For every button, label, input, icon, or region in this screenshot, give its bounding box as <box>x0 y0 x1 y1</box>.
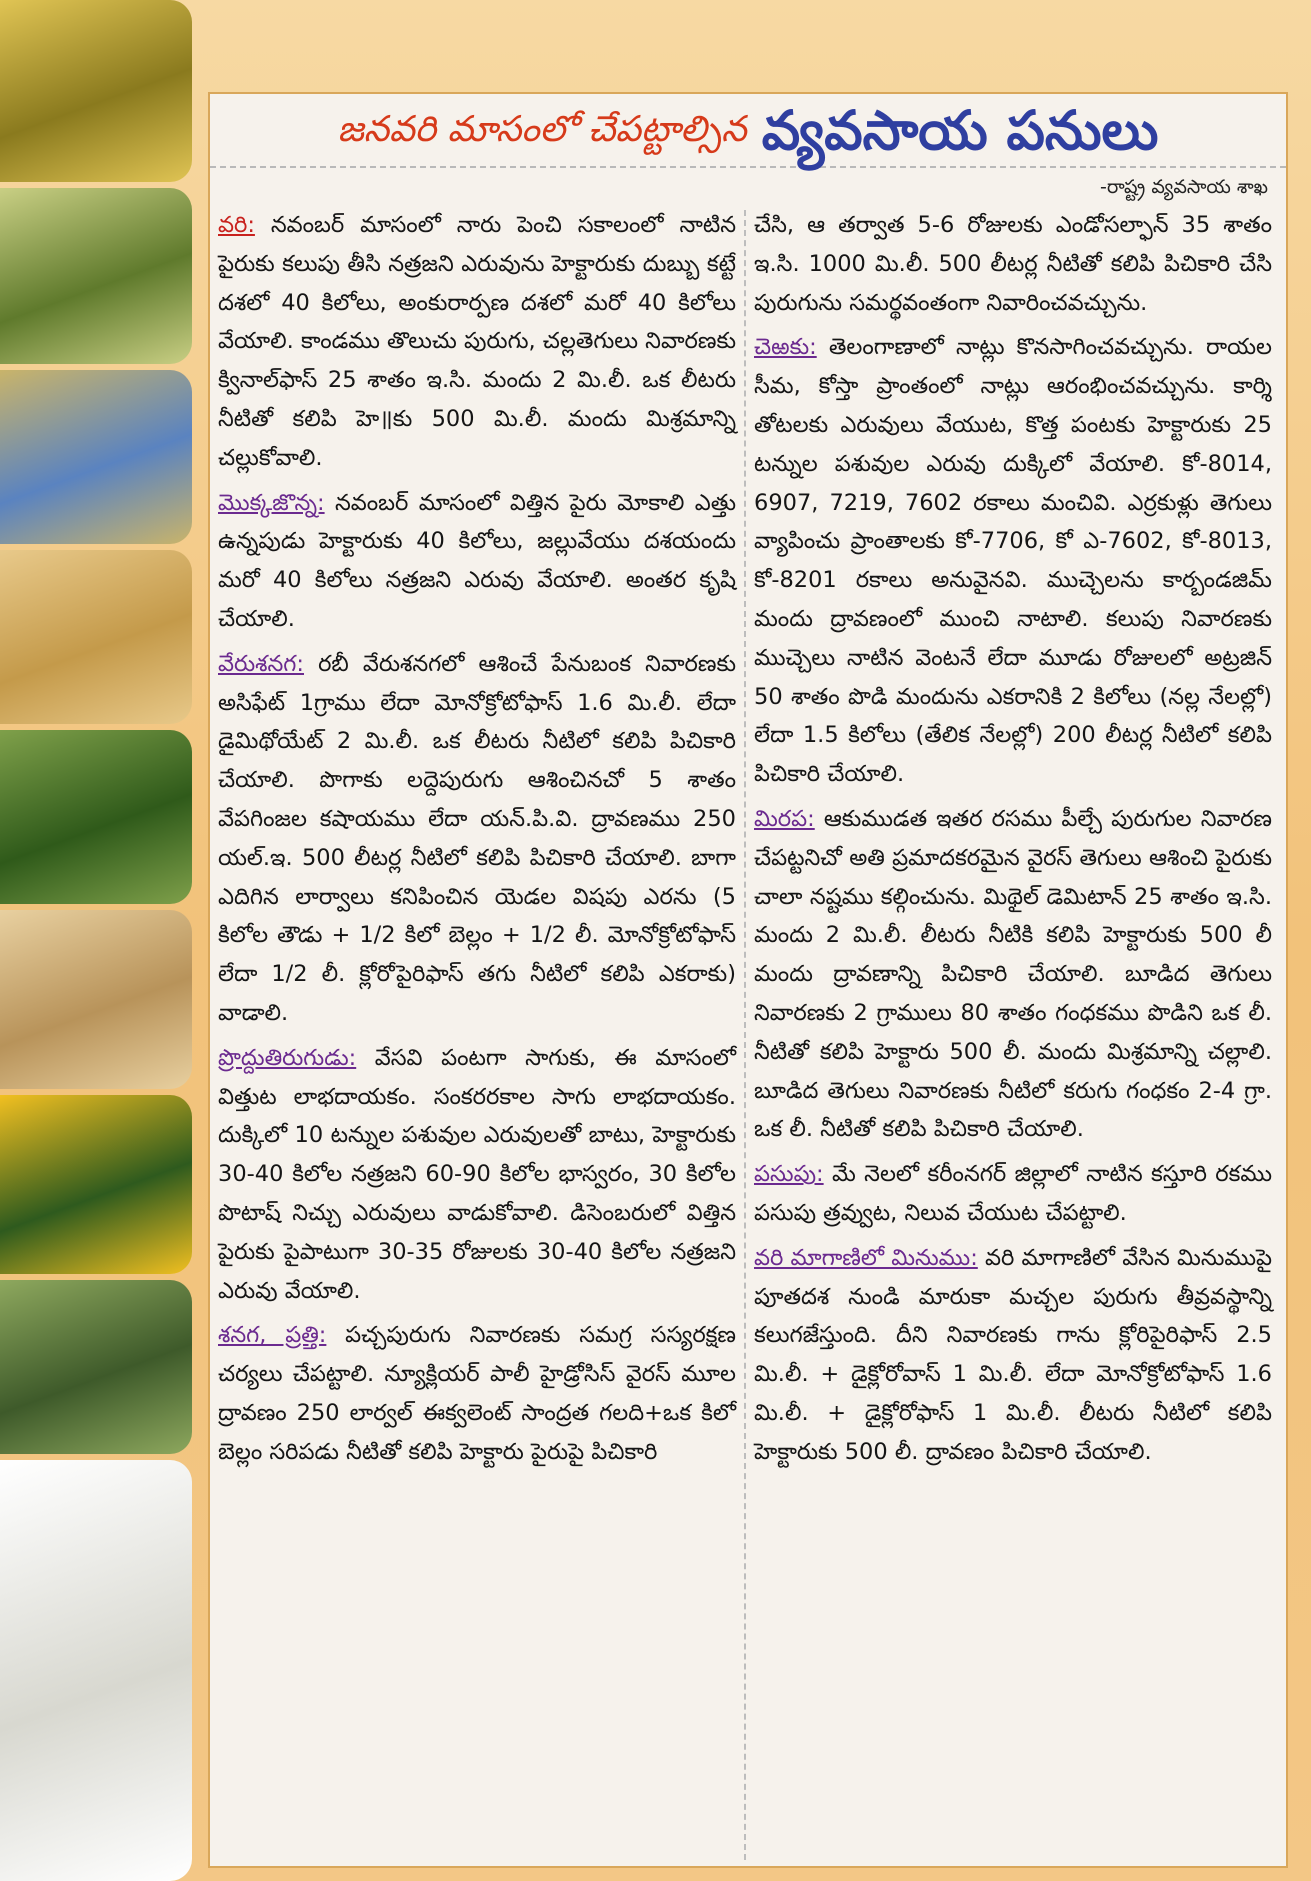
cotton-photo <box>0 1460 192 1881</box>
groundnut-photo <box>0 910 192 1089</box>
section-paragraph <box>754 1155 1272 1233</box>
section-paragraph <box>218 206 736 478</box>
section-text: నవంబర్ మాసంలో నారు పెంచి సకాలంలో నాటిన పైరుకు కలుపు తీసి నత్రజని ఎరువును హెక్టారుకు దుబ్బు కట్టే దశలో 40 కిలోలు, అంకురార్పణ దశలో మరో 40 కిలోలు వేయాలి. కాండము తొలుచు పురుగు, చల్లతెగులు నివారణకు క్వినాల్‌ఫాస్ 25 శాతం ఇ.సి. మందు 2 మి.లీ. ఒక లీటరు నీటితో కలిపి హె॥కు 500 మి.లీ. మందు మిశ్రమాన్ని చల్లుకోవాలి. <box>218 212 736 471</box>
section-heading: వేరుశనగ: <box>218 650 304 677</box>
byline: -రాష్ట్ర వ్యవసాయ శాఖ <box>1099 176 1268 198</box>
sorghum-photo <box>0 370 192 544</box>
section-text: నవంబర్ మాసంలో విత్తిన పైరు మోకాలి ఎత్తు ఉన్నపుడు హెక్టారుకు 40 కిలోలు, జల్లువేయు దశయందు మరో 40 కిలోలు నత్రజని ఎరువు వేయాలి. అంతర కృషి చేయాలి. <box>218 489 736 632</box>
right-column <box>754 206 1272 1478</box>
section-text: చేసి, ఆ తర్వాత 5-6 రోజులకు ఎండోసల్ఫాన్ 35 శాతం ఇ.సి. 1000 మి.లీ. 500 లీటర్ల నీటితో కలిపి పిచికారి చేసి పురుగును సమర్థవంతంగా నివారించవచ్చును. <box>754 212 1272 316</box>
section-text: వరి మాగాణిలో వేసిన మినుముపై పూతదశ నుండి మారుకా మచ్చల పురుగు తీవ్రవస్థాన్ని కలుగజేస్తుంది. దీని నివారణకు గాను క్లోరిపైరిఫాస్ 2.5 మి.లీ. + డైక్లోరోవాస్ 1 మి.లీ. లేదా మోనోక్రోటోఫాస్ 1.6 మి.లీ. + డైక్లోరోఫాస్ 1 మి.లీ. లీటరు నీటిలో కలిపి హెక్టారుకు 500 లీ. ద్రావణం పిచికారి చేయాలి. <box>754 1244 1272 1465</box>
article-title <box>210 94 1286 168</box>
section-paragraph <box>218 484 736 639</box>
maize-photo <box>0 188 192 364</box>
section-text: మే నెలలో కరీంనగర్ జిల్లాలో నాటిన కస్తూరి రకము పసుపు త్రవ్వుట, నిలువ చేయుట చేపట్టాలి. <box>754 1161 1272 1226</box>
section-text: వేసవి పంటగా సాగుకు, ఈ మాసంలో విత్తుట లాభదాయకం. సంకరరకాల సాగు లాభదాయకం. దుక్కిలో 10 టన్నుల పశువుల ఎరువులతో బాటు, హెక్టారుకు 30-40 కిలోల నత్రజని 60-90 కిలోల భాస్వరం, 30 కిలోల పొటాష్ నిచ్చు ఎరువులు వాడుకోవాలి. డిసెంబరులో విత్తిన పైరుకు పైపాటుగా 30-35 రోజులకు 30-40 కిలోల నత్రజని ఎరువు వేయాలి. <box>218 1044 736 1304</box>
rice-paddy-photo <box>0 0 192 182</box>
section-heading: మిరప: <box>754 805 815 832</box>
section-heading: మొక్కజొన్న: <box>218 489 325 516</box>
millet-photo <box>0 1280 192 1454</box>
chickpea-photo <box>0 550 192 724</box>
section-heading: పసుపు: <box>754 1161 824 1188</box>
section-paragraph <box>218 1039 736 1311</box>
section-text: రబీ వేరుశనగలో ఆశించే పేనుబంక నివారణకు అసిఫేట్ 1గ్రాము లేదా మోనోక్రోటోఫాస్ 1.6 మి.లీ. లేదా డైమిథోయేట్ 2 మి.లీ. ఒక లీటరు నీటిలో కలిపి పిచికారి చేయాలి. పొగాకు లద్దెపురుగు ఆశించినచో 5 శాతం వేపగింజల కషాయము లేదా యన్.పి.వి. ద్రావణము 250 యల్.ఇ. 500 లీటర్ల నీటిలో కలిపి పిచికారి చేయాలి. బాగా ఎదిగిన లార్వాలు కనిపించిన యెడల విషపు ఎరను (5 కిలోల తౌడు + 1/2 కిలో బెల్లం + 1/2 లీ. మోనోక్రోటోఫాస్ లేదా 1/2 లీ. క్లోరోపైరిఫాస్ తగు నీటిలో కలిపి ఎకరాకు) వాడాలి. <box>218 650 736 1026</box>
crop-photo-strip <box>0 0 200 1881</box>
sunflower-photo <box>0 1095 192 1274</box>
left-column <box>218 206 736 1478</box>
title-subtitle: జనవరి మాసంలో చేపట్టాల్సిన <box>337 109 747 150</box>
section-paragraph <box>218 1316 736 1471</box>
section-text: ఆకుముడత ఇతర రసము పీల్చే పురుగుల నివారణ చేపట్టనిచో అతి ప్రమాదకరమైన వైరస్ తెగులు ఆశించి పైరుకు చాలా నష్టము కల్గించును. మిథైల్ డెమిటాన్ 25 శాతం ఇ.సి. మందు 2 మి.లీ. లీటరు నీటికి కలిపి హెక్టారుకు 500 లీ మందు ద్రావణాన్ని పిచికారి చేయాలి. బూడిద తెగులు నివారణకు 2 గ్రాములు 80 శాతం గంధకము పొడిని ఒక లీ. నీటితో కలిపి హెక్టారు 500 లీ. మందు మిశ్రమాన్ని చల్లాలి. బూడిద తెగులు నివారణకు నీటిలో కరుగు గంధకం 2-4 గ్రా. ఒక లీ. నీటితో కలిపి పిచికారి చేయాలి. <box>754 805 1273 1143</box>
section-heading: ప్రొద్దుతిరుగుడు: <box>218 1044 357 1071</box>
section-paragraph <box>218 645 736 1033</box>
column-divider <box>744 210 746 1860</box>
section-text: పచ్చపురుగు నివారణకు సమగ్ర సస్యరక్షణ చర్యలు చేపట్టాలి. న్యూక్లియర్ పాలీ హైడ్రోసిస్ వైరస్ మూల ద్రావణం 250 లార్వల్ ఈక్వలెంట్ సాంద్రత గలది+ఒక కిలో బెల్లం సరిపడు నీటితో కలిపి హెక్టారు పైరుపై పిచికారి <box>218 1322 737 1465</box>
article-panel <box>208 92 1288 1868</box>
section-heading: వరి మాగాణిలో మినుము: <box>754 1244 978 1271</box>
section-paragraph <box>754 1239 1272 1472</box>
section-paragraph <box>754 328 1272 794</box>
title-main: వ్యవసాయ పనులు <box>761 98 1159 162</box>
section-heading: వరి: <box>218 212 255 238</box>
section-paragraph <box>754 206 1272 322</box>
section-paragraph <box>754 800 1272 1149</box>
chilli-photo <box>0 730 192 904</box>
section-heading: శనగ, ప్రత్తి: <box>218 1322 327 1349</box>
section-text: తెలంగాణాలో నాట్లు కొనసాగించవచ్చును. రాయల సీమ, కోస్తా ప్రాంతంలో నాట్లు ఆరంభించవచ్చును. కార్శి తోటలకు ఎరువులు వేయుట, కొత్త పంటకు హెక్టారుకు 25 టన్నుల పశువుల ఎరువు దుక్కిలో వేయాలి. కో-8014, 6907, 7219, 7602 రకాలు మంచివి. ఎర్రకుళ్లు తెగులు వ్యాపించు ప్రాంతాలకు కో-7706, కో ఎ-7602, కో-8013, కో-8201 రకాలు అనువైనవి. ముచ్చెలను కార్బండజిమ్ మందు ద్రావణంలో ముంచి నాటాలి. కలుపు నివారణకు ముచ్చెలు నాటిన వెంటనే లేదా మూడు రోజులలో అట్రజిన్ 50 శాతం పొడి మందును ఎకరానికి 2 కిలోలు (నల్ల నేలల్లో) లేదా 1.5 కిలోలు (తేలిక నేలల్లో) 200 లీటర్ల నీటిలో కలిపి పిచికారి చేయాలి. <box>754 334 1272 788</box>
section-heading: చెఱకు: <box>754 334 817 361</box>
